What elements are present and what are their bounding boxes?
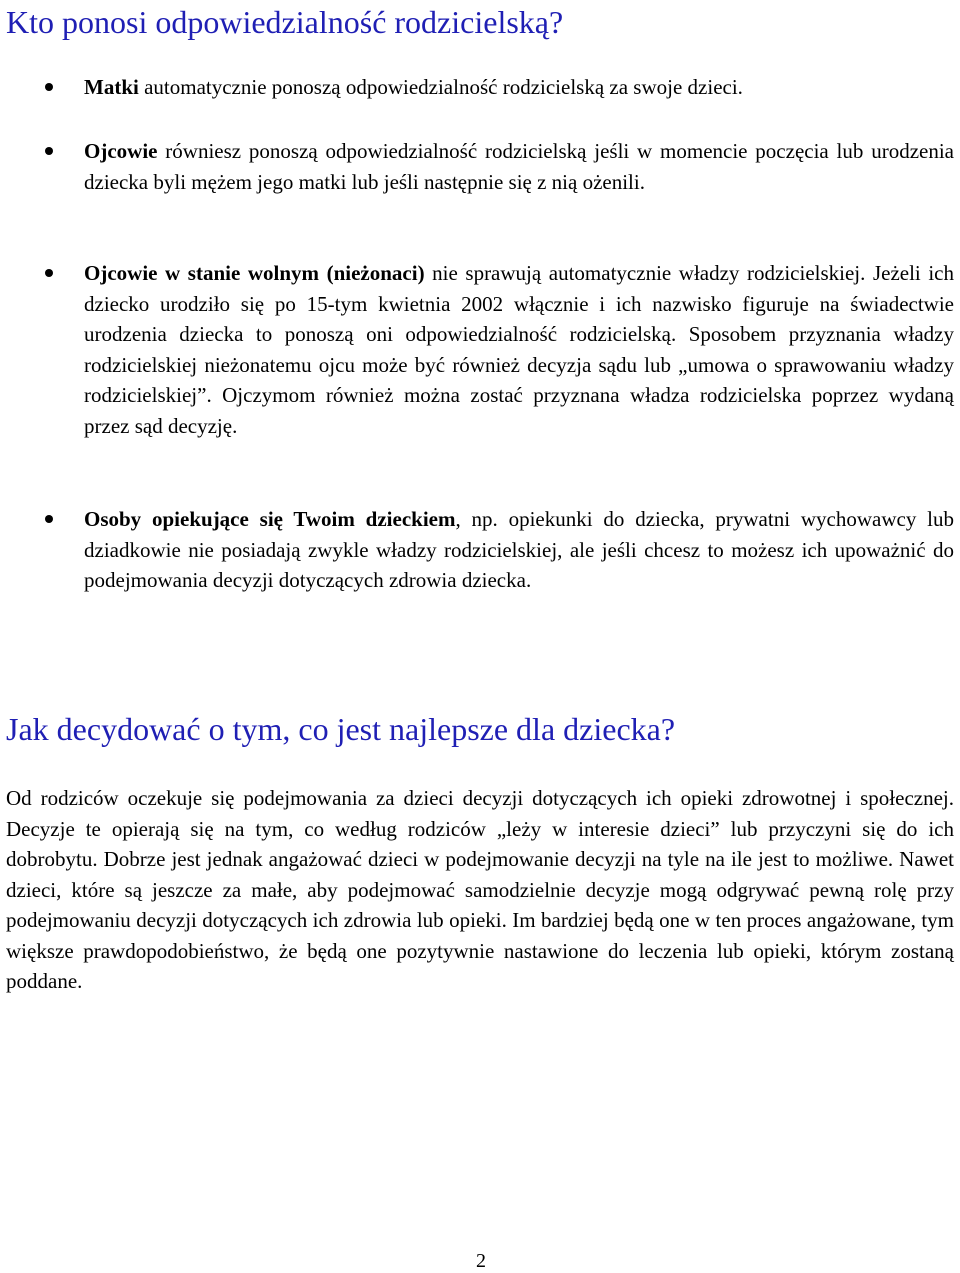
- bullet-icon: [45, 515, 53, 523]
- bullet-text: automatycznie ponoszą odpowiedzialność rodzicielską za swoje dzieci.: [138, 75, 743, 99]
- bullet-icon: [45, 147, 53, 155]
- bullet-icon: [45, 83, 53, 91]
- bullet-item-unmarried-fathers: [84, 258, 954, 441]
- page-number: 2: [476, 1250, 486, 1272]
- bullet-item-caregivers: [84, 504, 954, 596]
- section-heading-best-interest: Jak decydować o tym, co jest najlepsze dla dziecka?: [6, 711, 676, 747]
- bullet-bold-lead: Matki: [84, 75, 139, 99]
- bullet-item-mothers: [84, 72, 954, 103]
- bullet-bold-lead: Ojcowie w stanie wolnym (nieżonaci): [84, 261, 425, 285]
- bullet-text: nie sprawują automatycznie władzy rodzicielskiej. Jeżeli ich dziecko urodziło się po 15-tym kwietnia 2002 włącznie i ich nazwisko figuruje na świadectwie urodzenia dziecka to ponoszą oni odpowiedzialność rodzicielską. Sposobem przyznania władzy rodzicielskiej nieżonatemu ojcu może być również decyzja sądu lub „umowa o sprawowaniu władzy rodzicielskiej”. Ojczymom również można zostać przyznana władza rodzicielska poprzez wydaną przez sąd decyzję.: [84, 261, 954, 438]
- section-heading-responsibility: Kto ponosi odpowiedzialność rodzicielską?: [6, 4, 564, 40]
- bullet-icon: [45, 269, 53, 277]
- body-paragraph: Od rodziców oczekuje się podejmowania za dzieci decyzji dotyczących ich opieki zdrowotnej i społecznej. Decyzje te opierają się na tym, co według rodziców „leży w interesie dzieci” lub przyczyni się do ich dobrobytu. Dobrze jest jednak angażować dzieci w podejmowanie decyzji na tyle na ile jest to możliwe. Nawet dzieci, które są jeszcze za małe, aby podejmować samodzielnie decyzje mogą odgrywać pewną rolę przy podejmowaniu decyzji dotyczących ich zdrowia lub opieki. Im bardziej będą one w ten proces angażowane, tym większe prawdopodobieństwo, że będą one pozytywnie nastawione do leczenia lub opieki, którym zostaną poddane.: [6, 786, 954, 993]
- bullet-item-fathers: [84, 136, 954, 197]
- bullet-bold-lead: Osoby opiekujące się Twoim dzieckiem: [84, 507, 456, 531]
- bullet-text: równiesz ponoszą odpowiedzialność rodzicielską jeśli w momencie poczęcia lub urodzenia dziecka byli mężem jego matki lub jeśli następnie się z nią ożenili.: [84, 139, 954, 194]
- bullet-bold-lead: Ojcowie: [84, 139, 158, 163]
- bullet-text: , np. opiekunki do dziecka, prywatni wychowawcy lub dziadkowie nie posiadają zwykle władzy rodzicielskiej, ale jeśli chcesz to możesz ich upoważnić do podejmowania decyzji dotyczących zdrowia dziecka.: [84, 507, 954, 592]
